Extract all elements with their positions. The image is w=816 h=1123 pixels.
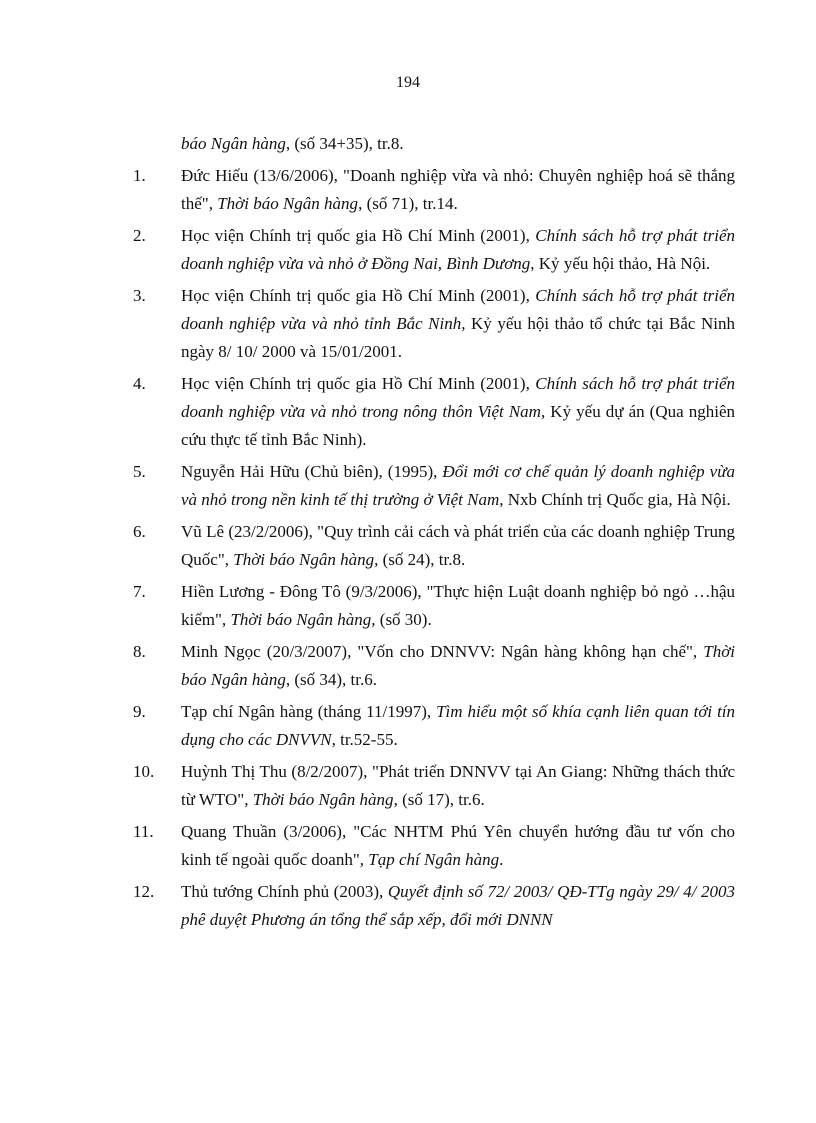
reference-segment: Học viện Chính trị quốc gia Hồ Chí Minh (2001),: [181, 226, 536, 245]
reference-item: [133, 222, 735, 278]
reference-number: 7.: [133, 582, 146, 601]
reference-segment: , (số 71), tr.14.: [358, 194, 458, 213]
reference-item: [133, 282, 735, 366]
reference-list: [133, 130, 735, 938]
reference-italic-segment: Chính sách hỗ trợ: [535, 286, 662, 305]
continuation-rest: , (số 34+35), tr.8.: [285, 134, 404, 153]
reference-text: [181, 818, 735, 874]
reference-text: [181, 878, 735, 934]
reference-number: 2.: [133, 226, 146, 245]
reference-item: [133, 458, 735, 514]
reference-number: 6.: [133, 522, 146, 541]
reference-segment: Quang Thuần (3/2006), "Các NHTM Phú Yên chuyển hướng đầu tư: [181, 822, 671, 841]
continuation-line: [133, 130, 735, 158]
reference-text: [181, 458, 735, 514]
reference-item: [133, 818, 735, 874]
reference-number: 3.: [133, 286, 146, 305]
reference-italic-segment: Quyết định số 72/ 2003/ QĐ-TTg ngày: [387, 882, 653, 901]
reference-segment: Học viện Chính trị quốc gia Hồ Chí Minh (2001),: [181, 286, 536, 305]
reference-italic-segment: Chính sách hỗ trợ: [535, 226, 662, 245]
reference-text: [181, 222, 735, 278]
reference-text: [181, 162, 735, 218]
reference-item: [133, 162, 735, 218]
reference-italic-segment: 29/ 4/ 2003 phê duyệt Phương án tổng thể sắp xếp, đổi mới DNNN: [181, 882, 736, 929]
reference-italic-segment: nghiệp vừa và nhỏ trong nền kinh tế thị trường ở Việt Nam: [181, 462, 735, 509]
reference-segment: vốn cho kinh tế ngoài quốc doanh",: [181, 822, 736, 869]
reference-number: 5.: [133, 462, 146, 481]
reference-italic-segment: Đổi mới cơ chế quản lý doanh: [442, 462, 654, 481]
reference-segment: Minh Ngọc (20/3/2007), "Vốn cho DNNVV: Ngân hàng không hạn: [181, 642, 657, 661]
reference-number: 8.: [133, 642, 146, 661]
reference-segment: Nguyễn Hải Hữu (Chủ biên), (1995),: [181, 462, 443, 481]
reference-segment: Huỳnh Thị Thu (8/2/2007), "Phát triển DNNVV tại An Giang: Những: [181, 762, 660, 781]
reference-italic-segment: Tìm hiểu một số khía cạnh liên: [436, 702, 650, 721]
reference-number: 12.: [133, 882, 155, 901]
reference-text: [181, 758, 735, 814]
continuation-italic: báo Ngân hàng: [181, 134, 286, 153]
reference-segment: thách thức từ WTO",: [181, 762, 736, 809]
reference-segment: Hiền Lương - Đông Tô (9/3/2006), "Thực hiện Luật doanh nghiệp bỏ: [181, 582, 659, 601]
reference-number: 9.: [133, 702, 146, 721]
reference-italic-segment: Thời báo Ngân hàng: [217, 194, 359, 213]
reference-item: [133, 878, 735, 934]
reference-text: [181, 698, 735, 754]
reference-segment: tổ chức tại Bắc Ninh ngày 8/ 10/ 2000 và 15/01/2001.: [181, 314, 735, 361]
reference-segment: sẽ thắng thế",: [181, 166, 736, 213]
reference-segment: yếu dự án (Qua nghiên cứu thực tế tỉnh Bắc Ninh).: [181, 402, 736, 449]
reference-italic-segment: Thời báo Ngân hàng: [230, 610, 372, 629]
reference-item: [133, 638, 735, 694]
reference-item: [133, 370, 735, 454]
reference-number: 1.: [133, 166, 146, 185]
reference-number: 4.: [133, 374, 146, 393]
page-number: 194: [396, 74, 420, 91]
reference-item: [133, 698, 735, 754]
reference-text: [181, 638, 735, 694]
reference-text: [181, 282, 735, 366]
reference-segment: yếu hội thảo, Hà Nội.: [563, 254, 711, 273]
reference-segment: Chính trị Quốc gia, Hà Nội.: [541, 490, 731, 509]
reference-segment: .: [499, 850, 504, 869]
reference-italic-segment: Thời báo Ngân hàng: [181, 642, 736, 689]
reference-segment: nghiệp Trung Quốc",: [181, 522, 735, 569]
reference-segment: , Nxb: [499, 490, 538, 509]
reference-italic-segment: Tạp chí Ngân hàng: [368, 850, 500, 869]
reference-segment: Tạp chí Ngân hàng (tháng 11/1997),: [181, 702, 437, 721]
reference-segment: ngỏ …hậu kiểm",: [181, 582, 736, 629]
reference-segment: chế",: [662, 642, 704, 661]
reference-segment: , Kỷ: [540, 402, 572, 421]
reference-number: 10.: [133, 762, 155, 781]
reference-segment: , (số 17), tr.6.: [393, 790, 485, 809]
reference-segment: , Kỷ: [530, 254, 560, 273]
reference-italic-segment: Thời báo Ngân hàng: [252, 790, 394, 809]
reference-italic-segment: phát triển doanh nghiệp vừa và nhỏ tỉnh Bắc Ninh,: [181, 286, 736, 333]
reference-text: [181, 578, 735, 634]
reference-italic-segment: quan tới tín dụng cho các DNVVN,: [181, 702, 736, 749]
reference-segment: , (số 30).: [371, 610, 432, 629]
reference-segment: Học viện Chính trị quốc gia Hồ Chí Minh (2001),: [181, 374, 536, 393]
reference-segment: Vũ Lê (23/2/2006), "Quy trình cải cách và phát triển của các doanh: [181, 522, 640, 541]
reference-item: [133, 758, 735, 814]
reference-segment: (số 24), tr.8.: [378, 550, 466, 569]
reference-italic-segment: phát triển doanh nghiệp vừa và nhỏ trong nông thôn Việt Nam: [181, 374, 736, 421]
reference-text: [181, 370, 735, 454]
reference-number: 11.: [133, 822, 154, 841]
reference-segment: Thủ tướng Chính phủ (2003),: [181, 882, 388, 901]
reference-item: [133, 518, 735, 574]
reference-italic-segment: Thời báo Ngân hàng,: [233, 550, 379, 569]
reference-italic-segment: phát triển doanh nghiệp vừa và nhỏ ở Đồng Nai, Bình Dương: [181, 226, 736, 273]
reference-segment: Đức Hiếu (13/6/2006), "Doanh nghiệp vừa và nhỏ: Chuyên nghiệp hoá: [181, 166, 673, 185]
reference-segment: tr.52-55.: [335, 730, 398, 749]
references: [133, 162, 735, 934]
reference-text: [181, 518, 735, 574]
reference-italic-segment: Chính sách hỗ trợ: [535, 374, 662, 393]
reference-segment: , (số 34), tr.6.: [285, 670, 377, 689]
reference-segment: Kỷ yếu hội thảo: [465, 314, 584, 333]
reference-item: [133, 578, 735, 634]
